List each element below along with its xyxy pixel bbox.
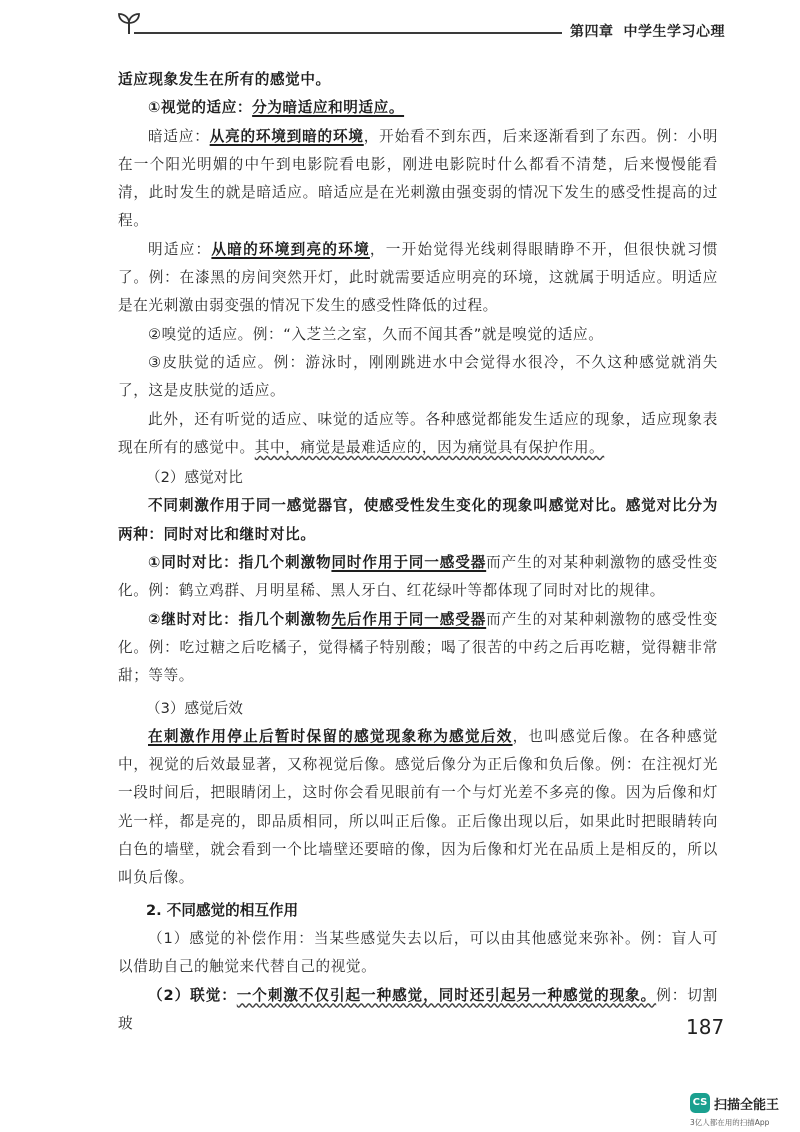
pain-note: 其中，痛觉是最难适应的，因为痛觉具有保护作用。 [254, 438, 605, 456]
paragraph-contrast-definition: 不同刺激作用于同一感觉器官，使感受性发生变化的现象叫感觉对比。感觉对比分为两种：同时对比和继时对比。 [118, 497, 718, 543]
synesthesia-label: （2）联觉： [148, 986, 237, 1004]
page-body [118, 66, 718, 1038]
scanner-tagline: 3亿人都在用的扫描App [690, 1118, 770, 1127]
paragraph-dark-adaptation [118, 123, 718, 236]
paragraph-synesthesia [118, 982, 718, 1039]
successive-key: 先后作用于同一感受器 [331, 610, 487, 628]
aftereffect-text: ，也叫感觉后像。在各种感觉中，视觉的后效最显著，又称视觉后像。感觉后像分为正后像和负后像。例：在注视灯光一段时间后，把眼睛闭上，这时你会看见眼前有一个与灯光差不多亮的像。因为后像和灯光一样，都是亮的，即品质相同，所以叫正后像。正后像出现以后，如果此时把眼睛转向白色的墙壁，就会看到一个比墙壁还要暗的像，因为后像和灯光在品质上是相反的，所以叫负后像。 [118, 727, 718, 887]
paragraph-adaptation-summary: 适应现象发生在所有的感觉中。 [118, 71, 331, 88]
paragraph-visual-adaptation [118, 94, 718, 122]
other-text: 此外，还有听觉的适应、味觉的适应等。各种感觉都能发生适应的现象，适应现象表现在所有的感觉中。 [118, 410, 718, 456]
successive-intro: ②继时对比：指几个刺激物 [148, 610, 332, 628]
synesthesia-text: 例：切割玻 [118, 986, 718, 1032]
visual-text: 分为暗适应和明适应。 [252, 99, 405, 117]
simultaneous-text: 而产生的对某种刺激物的感受性变化。例：鹤立鸡群、月明星稀、黑人牙白、红花绿叶等都体现了同时对比的规律。 [118, 554, 718, 600]
paragraph-simultaneous-contrast [118, 549, 718, 606]
paragraph-aftereffect [118, 723, 718, 893]
chapter-number: 第四章 [570, 24, 614, 40]
light-text: ，一开始觉得光线刺得眼睛睁不开，但很快就习惯了。例：在漆黑的房间突然开灯，此时就需要适应明亮的环境，这就属于明适应。明适应是在光刺激由弱变强的情况下发生的感受性降低的过程。 [118, 240, 718, 315]
heading-sensory-contrast: （2）感觉对比 [146, 469, 243, 487]
aftereffect-definition: 在刺激作用停止后暂时保留的感觉现象称为感觉后效 [148, 727, 513, 745]
visual-label: ①视觉的适应： [148, 99, 253, 117]
scanner-watermark [690, 1093, 800, 1132]
dark-text: ，开始看不到东西，后来逐渐看到了东西。例：小明在一个阳光明媚的中午到电影院看电影，刚进电影院时什么都看不清楚，后来慢慢能看清，此时发生的就是暗适应。暗适应是在光刺激由强变弱的情况下发生的感受性提高的过程。 [118, 127, 718, 230]
light-definition: 从暗的环境到亮的环境 [211, 240, 370, 258]
header-rule [134, 32, 562, 34]
chapter-title: 中学生学习心理 [623, 24, 725, 40]
simultaneous-key: 同时作用于同一感受器 [331, 554, 487, 572]
dark-label: 暗适应： [148, 127, 210, 145]
paragraph-smell-adaptation: ②嗅觉的适应。例：“入芝兰之室，久而不闻其香”就是嗅觉的适应。 [148, 325, 604, 343]
paragraph-skin-adaptation: ③皮肤觉的适应。例：游泳时，刚刚跳进水中会觉得水很冷，不久这种感觉就消失了，这是皮肤觉的适应。 [118, 353, 718, 400]
paragraph-compensation: （1）感觉的补偿作用：当某些感觉失去以后，可以由其他感觉来弥补。例：盲人可以借助自己的触觉来代替自己的视觉。 [118, 929, 718, 976]
paragraph-other-adaptation [118, 406, 718, 463]
scanner-logo: CS [690, 1093, 710, 1113]
dark-definition: 从亮的环境到暗的环境 [209, 127, 364, 145]
paragraph-light-adaptation [118, 236, 718, 321]
scanner-name: 扫描全能王 [714, 1098, 780, 1113]
page-number: 187 [686, 1015, 725, 1039]
chapter-heading [570, 21, 725, 41]
synesthesia-definition: 一个刺激不仅引起一种感觉，同时还引起另一种感觉的现象。 [236, 986, 657, 1004]
simultaneous-intro: ①同时对比：指几个刺激物 [148, 554, 332, 572]
light-label: 明适应： [148, 240, 212, 258]
successive-text: 而产生的对某种刺激物的感受性变化。例：吃过糖之后吃橘子，觉得橘子特别酸；喝了很苦的中药之后再吃糖，觉得糖非常甜；等等。 [118, 610, 718, 685]
paragraph-successive-contrast [118, 606, 718, 691]
page-header [0, 0, 800, 50]
heading-aftereffect: （3）感觉后效 [146, 699, 243, 717]
heading-sensory-interaction: 2. 不同感觉的相互作用 [146, 901, 299, 919]
